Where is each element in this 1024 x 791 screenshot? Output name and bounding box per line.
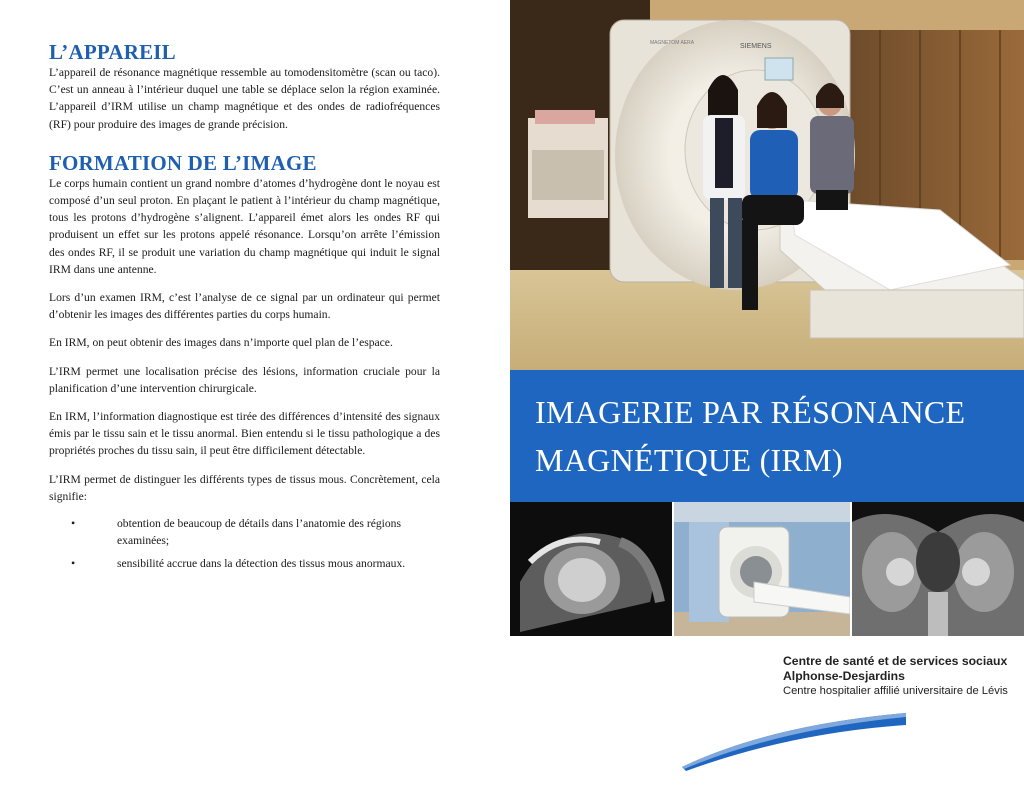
mri-scanner-image bbox=[674, 502, 850, 636]
list-item-text: sensibilité accrue dans la détection des tissus mous anormaux. bbox=[117, 557, 406, 571]
section-heading-appareil: L’APPAREIL bbox=[49, 40, 176, 64]
left-column bbox=[49, 40, 440, 579]
mri-room-illustration bbox=[510, 0, 1024, 370]
formation-paragraph-1: Le corps humain contient un grand nombre d’atomes d’hydrogène dont le noyau est composé d’un seul proton. En plaçant le patient à l’intérieur du champ magnétique, tous les protons d’hydrogène s’alignent. L’appareil émet alors les ondes RF qui produisent un effet sur les protons appelé résonance. Lorsqu’on arrête l’émission des ondes RF, il se produit une variation du champ magnétique qui induit le signal IRM dans une antenne. bbox=[49, 176, 440, 276]
institution-logo bbox=[783, 654, 1013, 699]
bullet-icon: • bbox=[71, 556, 76, 571]
bullet-icon: • bbox=[71, 516, 76, 531]
formation-paragraph-5: En IRM, l’information diagnostique est tirée des différences d’intensité des signaux émis par le tissu sain et le tissu anormal. Bien entendu si le tissu pathologique a des propriétés proches du tissu sain, il peut être difficilement détectable. bbox=[49, 410, 440, 458]
list-item-text: obtention de beaucoup de détails dans l’anatomie des régions examinées; bbox=[117, 517, 401, 548]
section-heading-formation: FORMATION DE L’IMAGE bbox=[49, 150, 317, 175]
formation-paragraph-3: En IRM, on peut obtenir des images dans n’importe quel plan de l’espace. bbox=[49, 336, 393, 350]
shoulder-mri-image bbox=[510, 502, 672, 636]
logo-swoosh-icon bbox=[680, 705, 920, 775]
title-band bbox=[510, 370, 1024, 502]
title-line-2: MAGNÉTIQUE (IRM) bbox=[535, 442, 843, 478]
formation-paragraph-4: L’IRM permet une localisation précise des lésions, information cruciale pour la planification d’une intervention chirurgicale. bbox=[49, 364, 440, 395]
logo-line-1: Centre de santé et de services sociaux bbox=[783, 654, 1008, 668]
scanner-brand-label: SIEMENS bbox=[740, 43, 772, 50]
appareil-paragraph: L’appareil de résonance magnétique ressemble au tomodensitomètre (scan ou taco). C’est un anneau à l’intérieur duquel une table se déplace selon la région examinée. L’appareil d’IRM utilise un champ magnétique et des ondes de radiofréquences (RF) pour produire des images de grande précision. bbox=[49, 66, 440, 131]
list-item bbox=[49, 515, 440, 549]
page-title bbox=[535, 388, 965, 484]
title-line-1: IMAGERIE PAR RÉSONANCE bbox=[535, 394, 966, 430]
logo-line-2: Alphonse-Desjardins bbox=[783, 669, 905, 683]
list-item bbox=[49, 555, 440, 572]
scanner-model-label: MAGNETOM AERA bbox=[650, 40, 695, 46]
pelvis-mri-image bbox=[852, 502, 1024, 636]
formation-paragraph-6: L’IRM permet de distinguer les différents types de tissus mous. Concrètement, cela signifie: bbox=[49, 472, 440, 503]
mri-room-photo bbox=[510, 0, 1024, 370]
logo-line-3: Centre hospitalier affilié universitaire de Lévis bbox=[783, 685, 1008, 697]
formation-paragraph-2: Lors d’un examen IRM, c’est l’analyse de ce signal par un ordinateur qui permet d’obtenir les images des différentes parties du corps humain. bbox=[49, 291, 440, 322]
bullet-list bbox=[49, 515, 440, 573]
image-strip bbox=[510, 502, 1024, 636]
